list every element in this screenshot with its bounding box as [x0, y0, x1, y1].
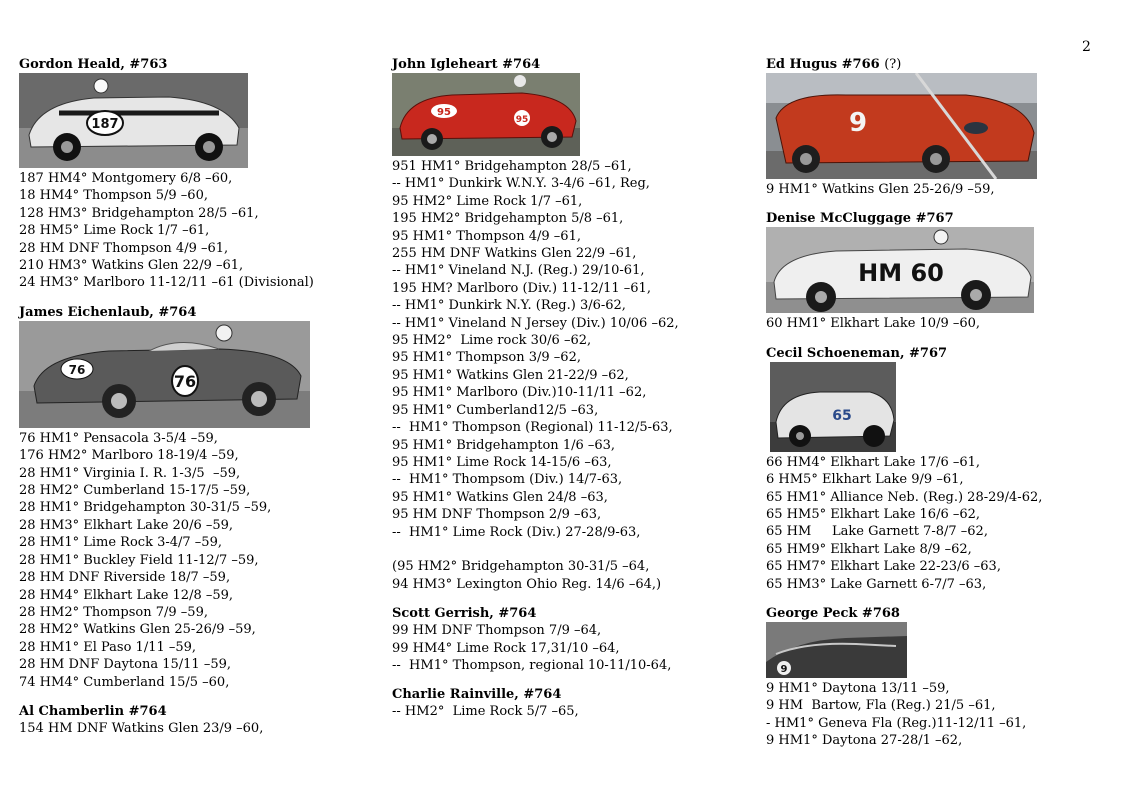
entry-al-chamberlin: [19, 703, 379, 737]
entry-heading: John Igleheart #764: [392, 57, 541, 72]
car-photo-denise-mccluggage: [766, 227, 1034, 313]
car-photo-john-igleheart: [392, 73, 580, 156]
result-line: -- HM1° Lime Rock (Div.) 27-28/9-63,: [392, 524, 641, 540]
result-line: 28 HM5° Lime Rock 1/7 –61,: [19, 223, 210, 239]
car-photo-cecil-schoeneman: [770, 362, 896, 452]
result-line: 95 HM1° Watkins Glen 21-22/9 –62,: [392, 367, 629, 383]
result-line: 9 HM1° Daytona 27-28/1 –62,: [766, 733, 963, 749]
results-list: [766, 454, 1121, 593]
car-number-label: 187: [91, 117, 119, 132]
result-line: 95 HM1° Bridgehampton 1/6 –63,: [392, 437, 616, 453]
result-line: 9 HM1° Daytona 13/11 –59,: [766, 681, 950, 697]
result-line: 28 HM DNF Thompson 4/9 –61,: [19, 240, 229, 256]
page-number: 2: [1082, 39, 1091, 55]
result-line: 95 HM1° Thompson 4/9 –61,: [392, 228, 581, 244]
entry-heading: Cecil Schoeneman, #767: [766, 345, 948, 361]
result-line: 195 HM? Marlboro (Div.) 11-12/11 –61,: [392, 280, 651, 296]
results-list: [392, 158, 752, 593]
result-line: 66 HM4° Elkhart Lake 17/6 –61,: [766, 454, 981, 470]
car-photo-gordon-heald: [19, 73, 248, 168]
entry-james-eichenlaub: [19, 304, 379, 691]
result-line: 28 HM1° Virginia I. R. 1-3/5 –59,: [19, 465, 241, 481]
result-line: 28 HM2° Thompson 7/9 –59,: [19, 604, 208, 620]
results-list: [766, 680, 1121, 750]
result-line: 28 HM DNF Daytona 15/11 –59,: [19, 657, 231, 673]
car-number-label-side: 76: [173, 371, 197, 391]
result-line: (95 HM2° Bridgehampton 30-31/5 –64,: [392, 559, 650, 575]
result-line: 255 HM DNF Watkins Glen 22/9 –61,: [392, 246, 637, 262]
result-line: 176 HM2° Marlboro 18-19/4 –59,: [19, 448, 239, 464]
entry-george-peck: [766, 605, 1121, 750]
result-line: 28 HM4° Elkhart Lake 12/8 –59,: [19, 587, 234, 603]
result-line: 9 HM1° Watkins Glen 25-26/9 –59,: [766, 182, 995, 197]
entry-ed-hugus: [766, 56, 1121, 198]
entry-charlie-rainville: [392, 686, 752, 720]
result-line: 28 HM1° El Paso 1/11 –59,: [19, 639, 197, 655]
result-line: 6 HM5° Elkhart Lake 9/9 –61,: [766, 472, 964, 488]
entry-heading: George Peck #768: [766, 606, 900, 622]
result-line: 9 HM Bartow, Fla (Reg.) 21/5 –61,: [766, 698, 996, 714]
result-line: 95 HM1° Thompson 3/9 –62,: [392, 350, 581, 366]
result-line: 76 HM1° Pensacola 3-5/4 –59,: [19, 430, 218, 446]
result-line: 24 HM3° Marlboro 11-12/11 –61 (Divisional): [19, 275, 314, 291]
entry-cecil-schoeneman: [766, 345, 1121, 593]
result-line: 95 HM2° Lime rock 30/6 –62,: [392, 333, 592, 349]
result-line: -- HM1° Vineland N Jersey (Div.) 10/06 –62,: [392, 315, 679, 331]
column-3: [766, 56, 1121, 762]
car-number-label: HM 60: [858, 259, 944, 288]
result-line: 28 HM3° Elkhart Lake 20/6 –59,: [19, 517, 234, 533]
result-line: 28 HM DNF Riverside 18/7 –59,: [19, 570, 231, 586]
result-line: 28 HM1° Buckley Field 11-12/7 –59,: [19, 552, 259, 568]
car-photo-ed-hugus: [766, 73, 1037, 179]
car-number-label-side: 95: [515, 115, 529, 125]
result-line: -- HM1° Dunkirk W.N.Y. 3-4/6 –61, Reg,: [392, 176, 650, 192]
result-line: 65 HM5° Elkhart Lake 16/6 –62,: [766, 507, 981, 523]
result-line: 18 HM4° Thompson 5/9 –60,: [19, 188, 208, 204]
blank-line: [392, 541, 752, 558]
result-line: 154 HM DNF Watkins Glen 23/9 –60,: [19, 720, 264, 736]
car-number-label: 76: [68, 362, 86, 377]
result-line: 95 HM1° Watkins Glen 24/8 –63,: [392, 489, 608, 505]
result-line: 74 HM4° Cumberland 15/5 –60,: [19, 674, 230, 690]
result-line: 95 HM1° Cumberland12/5 –63,: [392, 402, 599, 418]
result-line: 99 HM4° Lime Rock 17,31/10 –64,: [392, 640, 620, 656]
result-line: 195 HM2° Bridgehampton 5/8 –61,: [392, 211, 624, 227]
car-number-label: 9: [848, 108, 868, 138]
entry-john-igleheart: [392, 56, 752, 593]
results-list: [19, 170, 379, 292]
result-line: 65 HM9° Elkhart Lake 8/9 –62,: [766, 541, 972, 557]
result-line: 94 HM3° Lexington Ohio Reg. 14/6 –64,): [392, 576, 662, 592]
car-number-label: 9: [780, 664, 788, 676]
result-line: 65 HM Lake Garnett 7-8/7 –62,: [766, 524, 988, 540]
entry-heading-name: Ed Hugus #766: [766, 57, 880, 72]
car-photo-james-eichenlaub: [19, 321, 310, 428]
result-line: 28 HM2° Watkins Glen 25-26/9 –59,: [19, 622, 256, 638]
entry-heading: Gordon Heald, #763: [19, 57, 168, 72]
result-line: 28 HM1° Lime Rock 3-4/7 –59,: [19, 535, 222, 551]
entry-heading: Denise McCluggage #767: [766, 211, 954, 227]
entry-heading: Scott Gerrish, #764: [392, 606, 537, 622]
result-line: - HM1° Geneva Fla (Reg.)11-12/11 –61,: [766, 715, 1027, 731]
car-number-label: 95: [437, 107, 451, 118]
result-line: 65 HM7° Elkhart Lake 22-23/6 –63,: [766, 559, 1001, 575]
result-line: 28 HM1° Bridgehampton 30-31/5 –59,: [19, 500, 272, 516]
entry-heading: James Eichenlaub, #764: [19, 304, 197, 320]
result-line: 95 HM1° Marlboro (Div.)10-11/11 –62,: [392, 385, 647, 401]
result-line: 95 HM DNF Thompson 2/9 –63,: [392, 507, 602, 523]
column-2: [392, 56, 752, 733]
result-line: -- HM1° Thompson (Regional) 11-12/5-63,: [392, 420, 673, 436]
result-line: 65 HM3° Lake Garnett 6-7/7 –63,: [766, 576, 987, 592]
result-line: 65 HM1° Alliance Neb. (Reg.) 28-29/4-62,: [766, 489, 1043, 505]
entry-heading-note: (?): [884, 57, 902, 72]
entry-heading: [766, 56, 1121, 73]
result-line: 60 HM1° Elkhart Lake 10/9 –60,: [766, 316, 981, 332]
result-line: 28 HM2° Cumberland 15-17/5 –59,: [19, 483, 251, 499]
car-photo-george-peck: [766, 622, 907, 678]
result-line: -- HM2° Lime Rock 5/7 –65,: [392, 704, 579, 720]
result-line: -- HM1° Dunkirk N.Y. (Reg.) 3/6-62,: [392, 298, 626, 314]
result-line: 95 HM1° Lime Rock 14-15/6 –63,: [392, 454, 612, 470]
result-line: 951 HM1° Bridgehampton 28/5 –61,: [392, 159, 632, 174]
result-line: -- HM1° Thompson, regional 10-11/10-64,: [392, 657, 672, 673]
results-list: [19, 430, 379, 691]
entry-heading: Al Chamberlin #764: [19, 703, 167, 719]
result-line: 128 HM3° Bridgehampton 28/5 –61,: [19, 205, 259, 221]
result-line: 95 HM2° Lime Rock 1/7 –61,: [392, 193, 583, 209]
result-line: -- HM1° Vineland N.J. (Reg.) 29/10-61,: [392, 263, 645, 279]
result-line: 187 HM4° Montgomery 6/8 –60,: [19, 171, 233, 186]
car-number-label: 65: [832, 407, 852, 424]
entry-heading: Charlie Rainville, #764: [392, 687, 562, 703]
entry-denise-mccluggage: [766, 210, 1121, 332]
result-line: -- HM1° Thompsom (Div.) 14/7-63,: [392, 472, 623, 488]
column-1: [19, 56, 379, 749]
entry-gordon-heald: [19, 56, 379, 292]
entry-scott-gerrish: [392, 605, 752, 674]
result-line: 99 HM DNF Thompson 7/9 –64,: [392, 623, 602, 639]
result-line: 210 HM3° Watkins Glen 22/9 –61,: [19, 258, 244, 274]
